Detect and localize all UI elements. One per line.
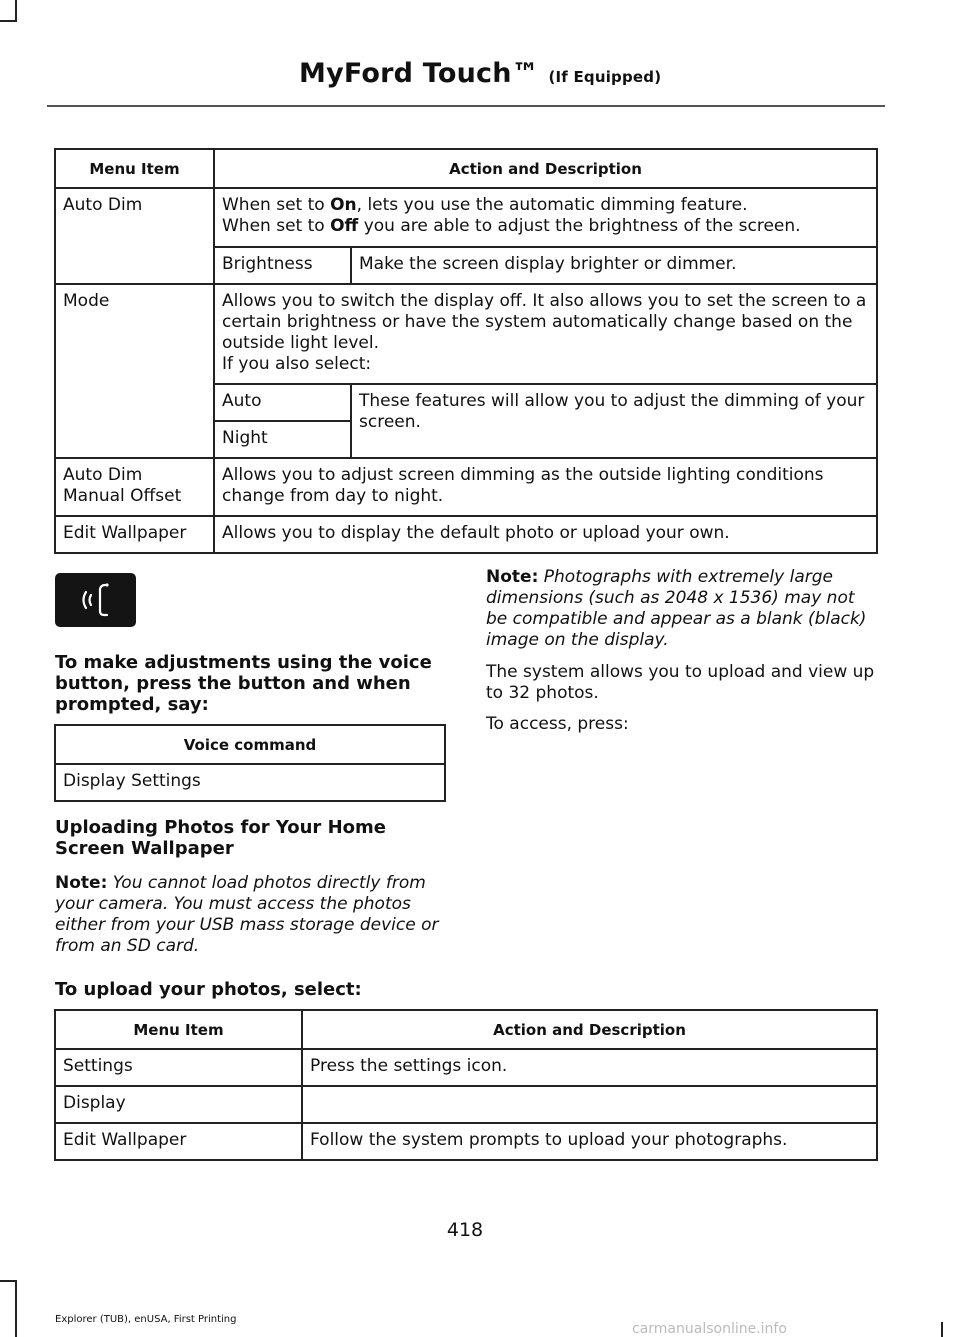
header-subtitle: (If Equipped) bbox=[548, 68, 662, 86]
photo-limit-paragraph: The system allows you to upload and view up to 32 photos. bbox=[486, 662, 875, 703]
text-segment: When set to bbox=[222, 216, 331, 236]
access-instruction: To access, press: bbox=[486, 714, 629, 734]
upload-photos-table bbox=[54, 1009, 878, 1161]
text-segment: Allows you to switch the display off. It also allows you to set the screen to a certain brightness or have the system automatically change based on the outside light level. bbox=[222, 291, 867, 353]
text-bold-on: On bbox=[330, 195, 357, 215]
text-segment: Auto Dim bbox=[63, 465, 143, 485]
note-label: Note: bbox=[55, 873, 108, 893]
header-divider bbox=[47, 105, 885, 107]
table-row bbox=[55, 1123, 877, 1160]
auto-night-description: These features will allow you to adjust the dimming of your screen. bbox=[351, 384, 877, 458]
voice-command-icon bbox=[55, 573, 136, 627]
text-segment: Manual Offset bbox=[63, 486, 182, 506]
column-header-voice-command: Voice command bbox=[55, 725, 445, 764]
upload-intro: To upload your photos, select: bbox=[55, 979, 362, 1000]
display-description bbox=[302, 1086, 877, 1123]
table-row bbox=[55, 764, 445, 801]
text-segment: If you also select: bbox=[222, 354, 372, 374]
column-header-menu-item: Menu Item bbox=[55, 1010, 302, 1049]
text-bold-off: Off bbox=[330, 216, 359, 236]
page-header bbox=[299, 58, 661, 89]
brightness-description: Make the screen display brighter or dimmer. bbox=[351, 247, 877, 284]
table-header-row bbox=[55, 725, 445, 764]
voice-icon-graphic bbox=[55, 573, 136, 627]
crop-mark bbox=[0, 1280, 17, 1282]
note-text: Photographs with extremely large dimensions (such as 2048 x 1536) may not be compatible and appear as a blank (black) image on the display. bbox=[486, 567, 867, 650]
watermark: carmanualsonline.info bbox=[632, 1321, 787, 1337]
footer-edition: Explorer (TUB), enUSA, First Printing bbox=[55, 1314, 237, 1325]
menu-item-night: Night bbox=[214, 421, 351, 458]
note-photo-dimensions bbox=[486, 567, 880, 651]
column-header-menu-item: Menu Item bbox=[55, 149, 214, 188]
menu-item-mode: Mode bbox=[55, 284, 214, 458]
table-row bbox=[55, 188, 877, 247]
header-title: MyFord Touch™ bbox=[299, 58, 539, 89]
note-camera bbox=[55, 873, 447, 957]
section-heading-uploading-photos: Uploading Photos for Your Home Screen Wallpaper bbox=[55, 817, 386, 859]
table-row bbox=[55, 516, 877, 553]
menu-item-display: Display bbox=[55, 1086, 302, 1123]
menu-item-auto: Auto bbox=[214, 384, 351, 421]
edit-wallpaper-description: Allows you to display the default photo or upload your own. bbox=[214, 516, 877, 553]
mode-description bbox=[214, 284, 877, 384]
crop-mark bbox=[15, 0, 17, 22]
voice-command-table bbox=[54, 724, 446, 802]
menu-item-settings: Settings bbox=[55, 1049, 302, 1086]
menu-item-edit-wallpaper: Edit Wallpaper bbox=[55, 1123, 302, 1160]
crop-mark bbox=[0, 20, 17, 22]
menu-item-manual-offset bbox=[55, 458, 214, 516]
note-text: You cannot load photos directly from your camera. You must access the photos either from your USB mass storage device or from an SD card. bbox=[55, 873, 439, 956]
table-header-row bbox=[55, 149, 877, 188]
note-label: Note: bbox=[486, 567, 539, 587]
column-header-action: Action and Description bbox=[214, 149, 877, 188]
auto-dim-description bbox=[214, 188, 877, 247]
display-settings-table bbox=[54, 148, 878, 554]
page-number: 418 bbox=[446, 1219, 484, 1241]
edit-wallpaper-description: Follow the system prompts to upload your photographs. bbox=[302, 1123, 877, 1160]
crop-mark bbox=[15, 1280, 17, 1337]
text-segment: When set to bbox=[222, 195, 331, 215]
text-segment: you are able to adjust the brightness of the screen. bbox=[358, 216, 801, 236]
crop-mark bbox=[941, 1322, 943, 1337]
column-header-action: Action and Description bbox=[302, 1010, 877, 1049]
table-row bbox=[55, 458, 877, 516]
menu-item-auto-dim: Auto Dim bbox=[55, 188, 214, 284]
voice-instruction: To make adjustments using the voice button, press the button and when prompted, say: bbox=[55, 652, 432, 715]
table-row bbox=[55, 1086, 877, 1123]
voice-command-display-settings: Display Settings bbox=[55, 764, 445, 801]
table-row bbox=[55, 1049, 877, 1086]
text-segment: , lets you use the automatic dimming feature. bbox=[356, 195, 748, 215]
menu-item-edit-wallpaper: Edit Wallpaper bbox=[55, 516, 214, 553]
table-header-row bbox=[55, 1010, 877, 1049]
manual-offset-description: Allows you to adjust screen dimming as the outside lighting conditions change from day to night. bbox=[214, 458, 877, 516]
settings-description: Press the settings icon. bbox=[302, 1049, 877, 1086]
menu-item-brightness: Brightness bbox=[214, 247, 351, 284]
table-row bbox=[55, 284, 877, 384]
